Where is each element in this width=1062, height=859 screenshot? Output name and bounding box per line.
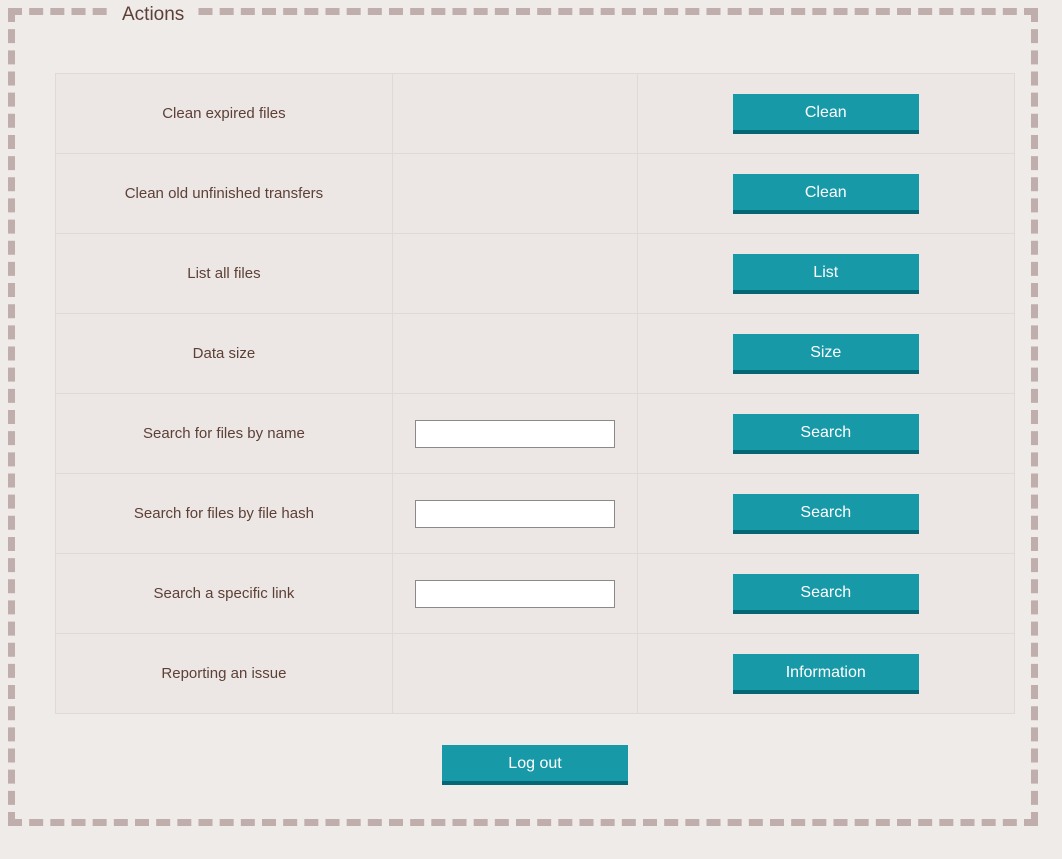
table-row xyxy=(56,234,1015,314)
row-input-cell-reporting-an-issue xyxy=(392,634,637,714)
table-row xyxy=(56,74,1015,154)
row-input-cell-search-specific-link xyxy=(392,554,637,634)
row-label-clean-old-unfinished-transfers: Clean old unfinished transfers xyxy=(56,154,393,234)
row-action-cell-search-specific-link xyxy=(637,554,1015,634)
row-action-cell-list-all-files xyxy=(637,234,1015,314)
table-row xyxy=(56,394,1015,474)
table-row xyxy=(56,154,1015,234)
reporting-an-issue-button[interactable]: Information xyxy=(733,654,919,694)
logout-row xyxy=(55,745,1015,785)
actions-panel xyxy=(8,4,1038,826)
list-all-files-button[interactable]: List xyxy=(733,254,919,294)
row-input-cell-clean-old-unfinished-transfers xyxy=(392,154,637,234)
search-files-by-file-hash-button[interactable]: Search xyxy=(733,494,919,534)
search-specific-link-button[interactable]: Search xyxy=(733,574,919,614)
row-action-cell-search-files-by-name xyxy=(637,394,1015,474)
row-input-cell-clean-expired-files xyxy=(392,74,637,154)
row-input-cell-list-all-files xyxy=(392,234,637,314)
search-files-by-name-button[interactable]: Search xyxy=(733,414,919,454)
row-input-cell-data-size xyxy=(392,314,637,394)
page-title: Actions xyxy=(110,0,196,30)
row-action-cell-data-size xyxy=(637,314,1015,394)
row-action-cell-reporting-an-issue xyxy=(637,634,1015,714)
row-label-reporting-an-issue: Reporting an issue xyxy=(56,634,393,714)
actions-table-body xyxy=(56,74,1015,714)
row-label-search-files-by-file-hash: Search for files by file hash xyxy=(56,474,393,554)
clean-old-unfinished-transfers-button[interactable]: Clean xyxy=(733,174,919,214)
clean-expired-files-button[interactable]: Clean xyxy=(733,94,919,134)
search-specific-link-input[interactable] xyxy=(415,580,615,608)
table-row xyxy=(56,554,1015,634)
logout-button[interactable]: Log out xyxy=(442,745,628,785)
search-files-by-name-input[interactable] xyxy=(415,420,615,448)
row-input-cell-search-files-by-name xyxy=(392,394,637,474)
table-row xyxy=(56,634,1015,714)
row-label-search-files-by-name: Search for files by name xyxy=(56,394,393,474)
row-action-cell-clean-expired-files xyxy=(637,74,1015,154)
actions-table xyxy=(55,73,1015,714)
row-label-search-specific-link: Search a specific link xyxy=(56,554,393,634)
row-action-cell-search-files-by-file-hash xyxy=(637,474,1015,554)
row-action-cell-clean-old-unfinished-transfers xyxy=(637,154,1015,234)
search-files-by-file-hash-input[interactable] xyxy=(415,500,615,528)
table-row xyxy=(56,314,1015,394)
row-label-data-size: Data size xyxy=(56,314,393,394)
table-row xyxy=(56,474,1015,554)
row-input-cell-search-files-by-file-hash xyxy=(392,474,637,554)
row-label-list-all-files: List all files xyxy=(56,234,393,314)
data-size-button[interactable]: Size xyxy=(733,334,919,374)
row-label-clean-expired-files: Clean expired files xyxy=(56,74,393,154)
